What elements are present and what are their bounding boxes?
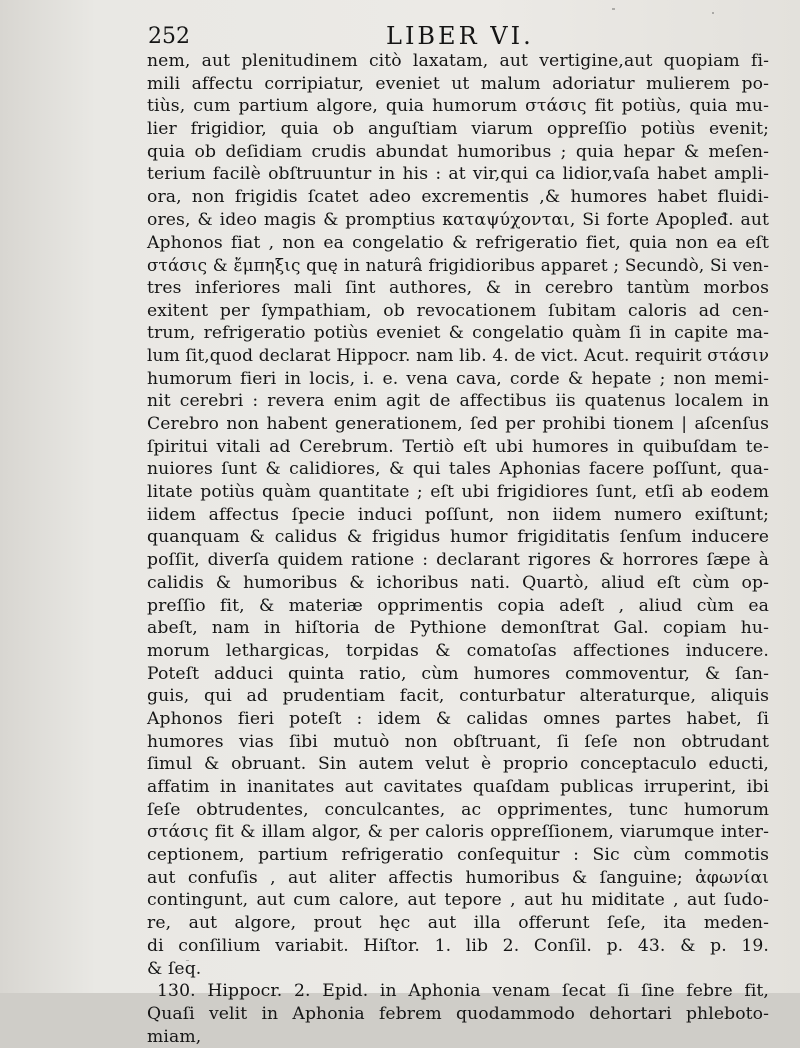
text-line: poſſit, diverſa quidem ratione : declarant rigores & horrores ſæpe à — [147, 550, 769, 571]
text-line: litate potiùs quàm quantitate ; eſt ubi frigidiores ſunt, etſi ab eodem — [147, 482, 769, 503]
text-line: abeſt, nam in hiſtoria de Pythione demonſtrat Gal. copiam hu- — [147, 618, 769, 639]
scan-speck — [712, 12, 714, 14]
text-line: nit cerebri : revera enim agit de affectibus iis quatenus localem in — [147, 391, 769, 412]
running-head: LIBER VI. — [386, 22, 534, 50]
scan-speck — [612, 8, 615, 10]
text-line: trum, refrigeratio potiùs eveniet & congelatio quàm ſi in capite ma- — [147, 323, 769, 344]
text-line: Quaſi velit in Aphonia febrem quodammodo dehortari phleboto- — [147, 1003, 769, 1024]
text-line: Aphonos fieri poteſt : idem & calidas omnes partes habet, ſi — [147, 708, 769, 729]
body-text — [147, 50, 769, 1048]
text-line: & ſeq. — [147, 958, 202, 979]
scan-speck — [186, 960, 189, 961]
text-line: nuiores ſunt & calidiores, & qui tales Aphonias facere poſſunt, qua- — [147, 459, 769, 480]
text-line: humores vias ſibi mutuò non obſtruant, ſi ſeſe non obtrudant — [147, 731, 769, 752]
text-line: aut confuſis , aut aliter affectis humoribus & ſanguine; ἀφωνίαι — [147, 867, 769, 888]
text-line: ores, & ideo magis & promptius καταψύχονται, Si forte Apopleđ. aut — [147, 209, 769, 230]
text-line: 130. Hippocr. 2. Epid. in Aphonia venam ſecat ſi ſine febre fit, — [157, 981, 769, 1002]
text-line: morum lethargicas, torpidas & comatoſas affectiones inducere. — [147, 640, 769, 661]
text-line: lum ſit,quod declarat Hippocr. nam lib. 4. de vict. Acut. requirit στάσιν — [147, 345, 769, 366]
text-line: tiùs, cum partium algore, quia humorum στάσις fit potiùs, quia mu- — [147, 96, 769, 117]
text-line: quia ob deſidiam crudis abundat humoribus ; quia hepar & meſen- — [147, 141, 769, 162]
text-line: iidem affectus ſpecie induci poſſunt, non iidem numero exiſtunt; — [147, 504, 769, 525]
text-line: preſſio fit, & materiæ opprimentis copia adeſt , aliud cùm ea — [147, 595, 769, 616]
text-line: ceptionem, partium refrigeratio conſequitur : Sic cùm commotis — [147, 845, 769, 866]
page-header — [148, 22, 748, 52]
text-line: re, aut algore, prout hęc aut illa offerunt ſeſe, ita meden- — [147, 913, 769, 934]
text-line: mili affectu corripiatur, eveniet ut malum adoriatur mulierem po- — [147, 73, 769, 94]
text-line: humorum fieri in locis, i. e. vena cava, corde & hepate ; non memi- — [147, 368, 769, 389]
text-line: di conſilium variabit. Hiſtor. 1. lib 2. Conſil. p. 43. & p. 19. — [147, 935, 769, 956]
text-line: miam, — [147, 1026, 202, 1047]
text-line: affatim in inanitates aut cavitates quaſdam publicas irruperint, ibi — [147, 777, 769, 797]
text-line: nem, aut plenitudinem citò laxatam, aut vertigine,aut quopiam fi- — [147, 51, 769, 71]
text-line: ſpiritui vitali ad Cerebrum. Tertiò eſt ubi humores in quibuſdam te- — [147, 436, 769, 457]
text-line: Cerebro non habent generationem, ſed per prohibi tionem | aſcenſus — [147, 414, 769, 434]
text-line: ſeſe obtrudentes, conculcantes, ac opprimentes, tunc humorum — [147, 799, 769, 820]
text-line: στάσις fit & illam algor, & per caloris oppreſſionem, viarumque inter- — [147, 822, 769, 843]
text-line: contingunt, aut cum calore, aut tepore , aut hu miditate , aut ſudo- — [147, 890, 769, 911]
text-line: calidis & humoribus & ichoribus nati. Quartò, aliud eſt cùm op- — [147, 572, 769, 593]
text-line: quanquam & calidus & frigidus humor frigiditatis ſenſum inducere — [147, 527, 769, 548]
text-line: terium facilè obſtruuntur in his : at vir,qui ca lidior,vaſa habet ampli- — [147, 164, 769, 185]
text-line: Poteſt adduci quinta ratio, cùm humores commoventur, & ſan- — [147, 663, 769, 684]
page-number: 252 — [148, 24, 190, 49]
text-line: guis, qui ad prudentiam facit, conturbatur alteraturque, aliquis — [147, 686, 769, 707]
text-line: Aphonos fiat , non ea congelatio & refrigeratio fiet, quia non ea eſt — [147, 232, 769, 253]
text-line: exitent per ſympathiam, ob revocationem ſubitam caloris ad cen- — [147, 300, 769, 321]
text-line: ora, non frigidis ſcatet adeo excrementis ,& humores habet fluidi- — [147, 187, 769, 208]
text-line: tres inferiores mali ſint authores, & in cerebro tantùm morbos — [147, 277, 769, 298]
text-line: lier frigidior, quia ob anguſtiam viarum oppreſſio potiùs evenit; — [147, 119, 769, 140]
text-line: στάσις & ἔμπηξις quę in naturâ frigidioribus apparet ; Secundò, Si ven- — [147, 255, 769, 276]
text-line: ſimul & obruant. Sin autem velut è proprio conceptaculo educti, — [147, 754, 769, 775]
